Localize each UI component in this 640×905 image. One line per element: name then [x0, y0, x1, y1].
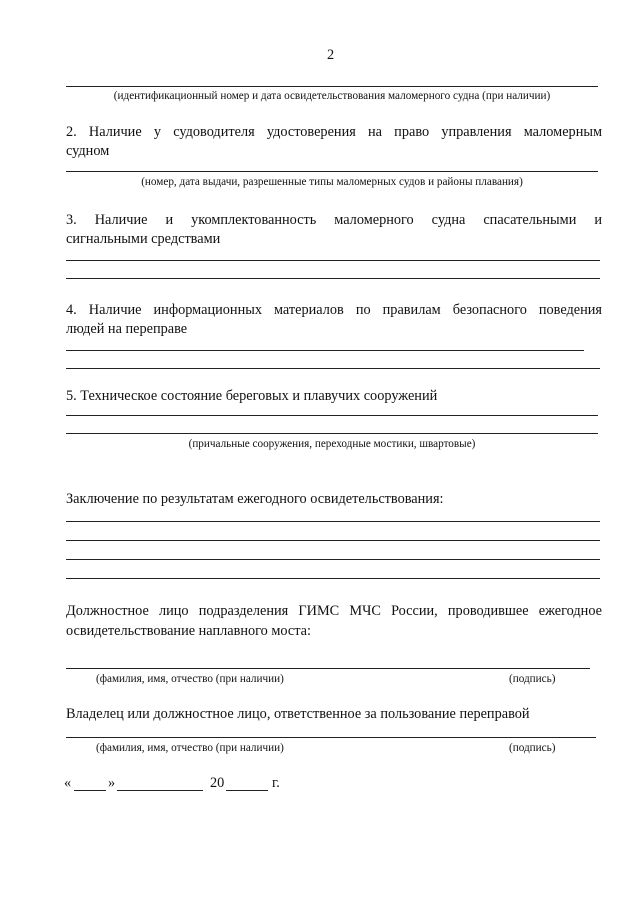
date-open-quote: « — [64, 775, 72, 791]
conclusion-line-3 — [66, 559, 600, 560]
item4-text-line2: людей на переправе — [66, 321, 188, 337]
conclusion-line-4 — [66, 578, 600, 579]
item2-text-line2: судном — [66, 143, 110, 159]
page-number: 2 — [327, 47, 335, 63]
official-text-line2: освидетельствование наплавного моста: — [66, 623, 312, 639]
item3-text-line1: 3. Наличие и укомплектованность маломерного судна спасательными и — [66, 212, 602, 228]
item3-text-line2: сигнальными средствами — [66, 231, 221, 247]
item2-fill-line — [66, 171, 598, 172]
date-close-quote: » — [108, 775, 116, 791]
item5-fill-line-1 — [66, 415, 598, 416]
item5-fill-line-2 — [66, 433, 598, 434]
item2-caption: (номер, дата выдачи, разрешенные типы маломерных судов и районы плавания) — [141, 176, 523, 188]
owner-name-caption: (фамилия, имя, отчество (при наличии) — [96, 742, 284, 754]
official-signature-line — [66, 668, 590, 669]
date-year-line — [226, 790, 268, 791]
official-text-line1: Должностное лицо подразделения ГИМС МЧС России, проводившее ежегодное — [66, 603, 602, 619]
item4-text-line1: 4. Наличие информационных материалов по правилам безопасного поведения — [66, 302, 602, 318]
item3-fill-line-2 — [66, 278, 600, 279]
date-year-prefix: 20 — [210, 775, 225, 791]
date-year-suffix: г. — [272, 775, 280, 791]
item5-text: 5. Техническое состояние береговых и плавучих сооружений — [66, 388, 438, 404]
conclusion-line-2 — [66, 540, 600, 541]
owner-signature-line — [66, 737, 596, 738]
official-sign-caption: (подпись) — [509, 673, 556, 685]
item5-caption: (причальные сооружения, переходные мостики, швартовые) — [188, 438, 476, 450]
owner-sign-caption: (подпись) — [509, 742, 556, 754]
conclusion-line-1 — [66, 521, 600, 522]
official-name-caption: (фамилия, имя, отчество (при наличии) — [96, 673, 284, 685]
date-day-line — [74, 790, 106, 791]
date-month-line — [117, 790, 203, 791]
vessel-id-caption: (идентификационный номер и дата освидетельствования маломерного судна (при наличии) — [113, 90, 551, 102]
vessel-id-line — [66, 86, 598, 87]
conclusion-label: Заключение по результатам ежегодного освидетельствования: — [66, 491, 444, 507]
item4-fill-line-1 — [66, 350, 584, 351]
owner-text: Владелец или должностное лицо, ответственное за пользование переправой — [66, 706, 530, 722]
item3-fill-line-1 — [66, 260, 600, 261]
item2-text-line1: 2. Наличие у судоводителя удостоверения на право управления маломерным — [66, 124, 602, 140]
item4-fill-line-2 — [66, 368, 600, 369]
